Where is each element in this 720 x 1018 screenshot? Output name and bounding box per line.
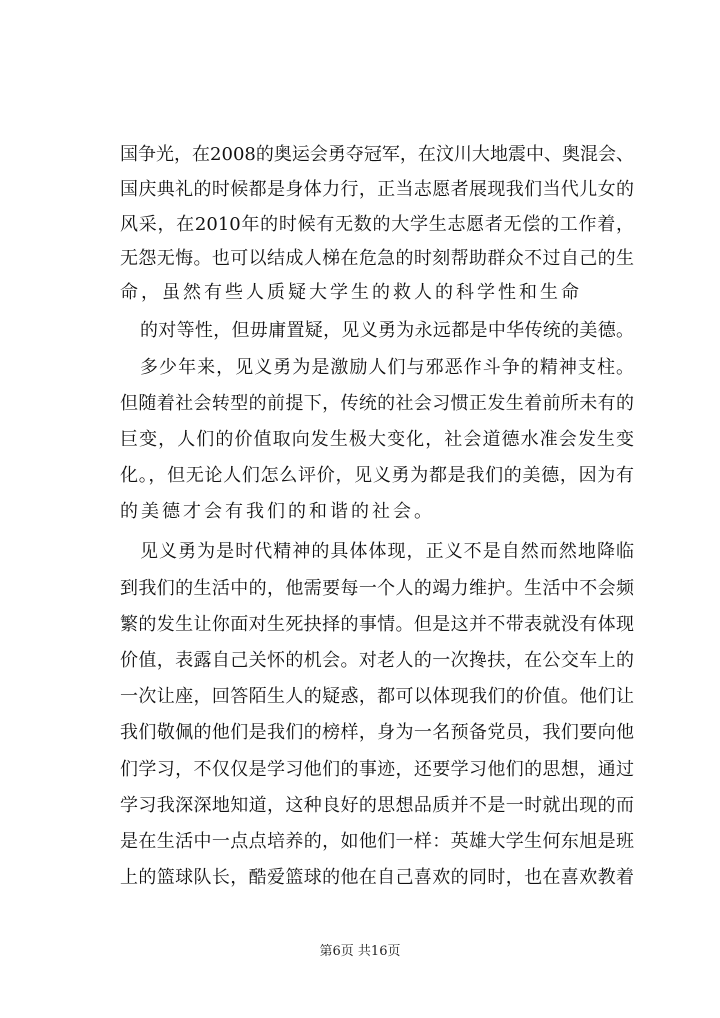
text-line: 化。，但无论人们怎么评价，见义勇为都是我们的美德，因为有 <box>120 465 634 486</box>
text-line: 命，虽然有些人质疑大学生的救人的科学性和生命 <box>120 282 582 303</box>
text-line: 国争光，在2008的奥运会勇夺冠军，在汶川大地震中、奥混会、 <box>120 144 634 165</box>
text-line: 我们敬佩的他们是我们的榜样，身为一名预备党员，我们要向他 <box>120 722 634 743</box>
text-line: 见义勇为是时代精神的具体体现，正义不是自然而然地降临 <box>140 541 634 562</box>
text-line: 国庆典礼的时候都是身体力行，正当志愿者展现我们当代儿女的 <box>120 179 634 200</box>
text-line: 风采，在2010年的时候有无数的大学生志愿者无偿的工作着， <box>120 214 634 235</box>
text-line: 一次让座，回答陌生人的疑惑，都可以体现我们的价值。他们让 <box>120 686 634 707</box>
text-line: 到我们的生活中的，他需要每一个人的竭力维护。生活中不会频 <box>120 578 634 599</box>
text-line: 是在生活中一点点培养的，如他们一样：英雄大学生何东旭是班 <box>120 831 634 852</box>
text-line: 价值，表露自己关怀的机会。对老人的一次搀扶，在公交车上的 <box>120 650 634 671</box>
text-line: 无怨无悔。也可以结成人梯在危急的时刻帮助群众不过自己的生 <box>120 248 634 269</box>
page-number-footer: 第6页 共16页 <box>319 944 401 959</box>
text-line: 但随着社会转型的前提下，传统的社会习惯正发生着前所未有的 <box>120 393 634 414</box>
text-line: 的对等性，但毋庸置疑，见义勇为永远都是中华传统的美德。 <box>140 320 634 341</box>
text-line: 学习我深深地知道，这种良好的思想品质并不是一时就出现的而 <box>120 795 634 816</box>
text-line: 巨变，人们的价值取向发生极大变化，社会道德水准会发生变 <box>120 429 634 450</box>
text-line: 上的篮球队长，酷爱篮球的他在自己喜欢的同时，也在喜欢教着 <box>120 867 634 888</box>
text-line: 多少年来，见义勇为是激励人们与邪恶作斗争的精神支柱。 <box>140 357 634 378</box>
text-line: 们学习，不仅仅是学习他们的事迹，还要学习他们的思想，通过 <box>120 759 634 780</box>
text-line: 繁的发生让你面对生死抉择的事情。但是这并不带表就没有体现 <box>120 614 634 635</box>
text-line: 的美德才会有我们的和谐的社会。 <box>120 501 435 522</box>
